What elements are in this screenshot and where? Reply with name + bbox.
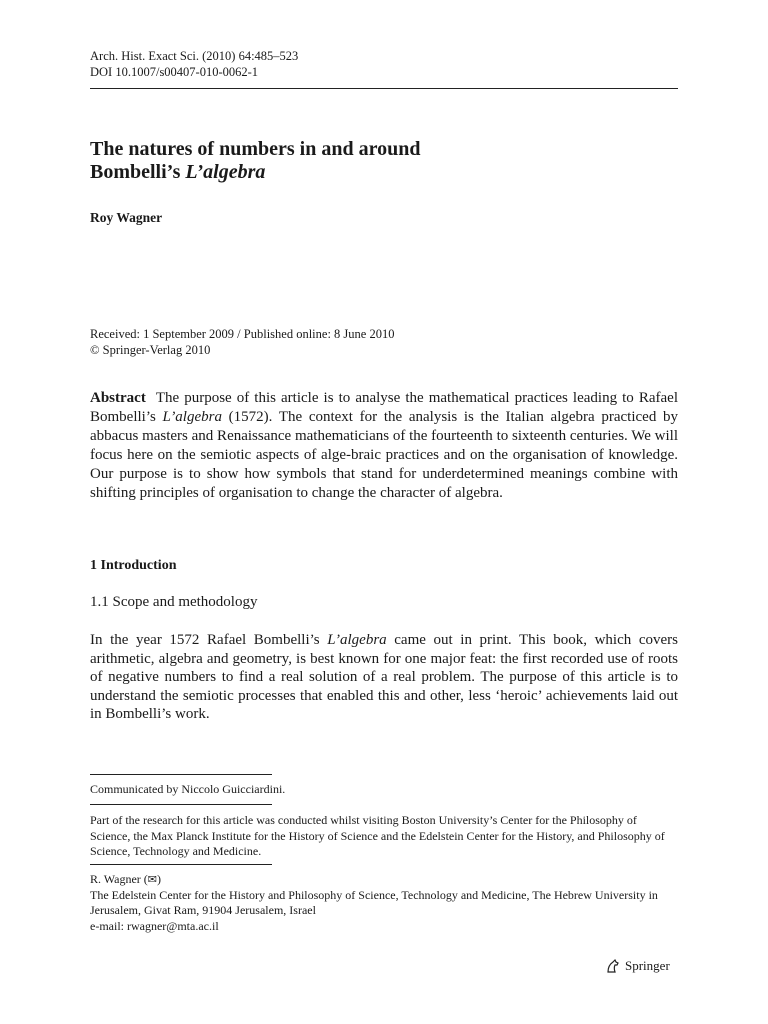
title-line-2	[90, 161, 678, 184]
abstract-italic: L’algebra	[162, 409, 222, 425]
contact-name: R. Wagner (	[90, 872, 148, 886]
header-rule	[90, 88, 678, 89]
article-title	[90, 138, 678, 184]
abstract	[90, 389, 678, 503]
email[interactable]: e-mail: rwagner@mta.ac.il	[90, 918, 219, 933]
contact-line	[90, 872, 678, 888]
publication-info	[90, 326, 394, 358]
received-date: Received: 1 September 2009 / Published online: 8 June 2010	[90, 327, 395, 341]
title-line-2-prefix: Bombelli’s	[90, 161, 186, 183]
doi: DOI 10.1007/s00407-010-0062-1	[90, 65, 259, 79]
abstract-text-2: (1572). The context for the analysis is the Italian algebra practiced by abbacus masters and Renaissance mathematicians of the fourteenth to sixteenth centuries. We will focus here on the semiotic aspects of alge-braic practices and on the organisation of knowledge. Our purpose is to show how symbols that stand for underdetermined meanings combine with shifting principles of organisation to change the character of algebra.	[90, 409, 678, 501]
intro-paragraph	[90, 631, 678, 724]
publisher-logo	[605, 958, 670, 974]
footnote-rule-3	[90, 864, 272, 865]
springer-horse-icon	[605, 958, 621, 974]
affiliation: The Edelstein Center for the History and Philosophy of Science, Technology and Medicine, The Hebrew University in Jerusalem, Givat Ram, 91904 Jerusalem, Israel	[90, 887, 658, 917]
abstract-label: Abstract	[90, 390, 146, 406]
title-italic: L’algebra	[185, 161, 266, 183]
journal-header	[90, 48, 298, 80]
footnote-contact	[90, 872, 678, 934]
copyright: © Springer-Verlag 2010	[90, 343, 211, 357]
intro-text-2: came out in print. This book, which covers arithmetic, algebra and geometry, is best known for one major feat: the first recorded use of roots of negative numbers to find a real solution of a real problem. The purpose of this article is to understand the semiotic processes that enabled this and other, less ‘heroic’ achievements laid out in Bombelli’s work.	[90, 632, 678, 722]
footnote-rule-1	[90, 774, 272, 775]
publisher-name: Springer	[625, 958, 670, 973]
journal-citation: Arch. Hist. Exact Sci. (2010) 64:485–523	[90, 49, 299, 63]
contact-name-close: )	[157, 872, 162, 886]
subsection-heading: 1.1 Scope and methodology	[90, 594, 258, 610]
footnote-research: Part of the research for this article was conducted whilst visiting Boston University’s Center for the Philosophy of Science, the Max Planck Institute for the History of Science and the Edelstein Center for the History, and Philosophy of Science, Technology and Medicine.	[90, 813, 665, 858]
author-name: Roy Wagner	[90, 210, 163, 225]
intro-text-1: In the year 1572 Rafael Bombelli’s	[90, 632, 328, 648]
footnote-communicated: Communicated by Niccolo Guicciardini.	[90, 782, 286, 796]
title-line-1: The natures of numbers in and around	[90, 138, 421, 160]
envelope-icon: ✉	[147, 873, 158, 886]
section-heading: 1 Introduction	[90, 558, 177, 573]
footnote-rule-2	[90, 804, 272, 805]
abstract-text-1: The purpose of this article is to analyse the mathematical practices leading to Rafael Bombelli’s	[90, 390, 678, 425]
intro-italic: L’algebra	[327, 632, 387, 648]
